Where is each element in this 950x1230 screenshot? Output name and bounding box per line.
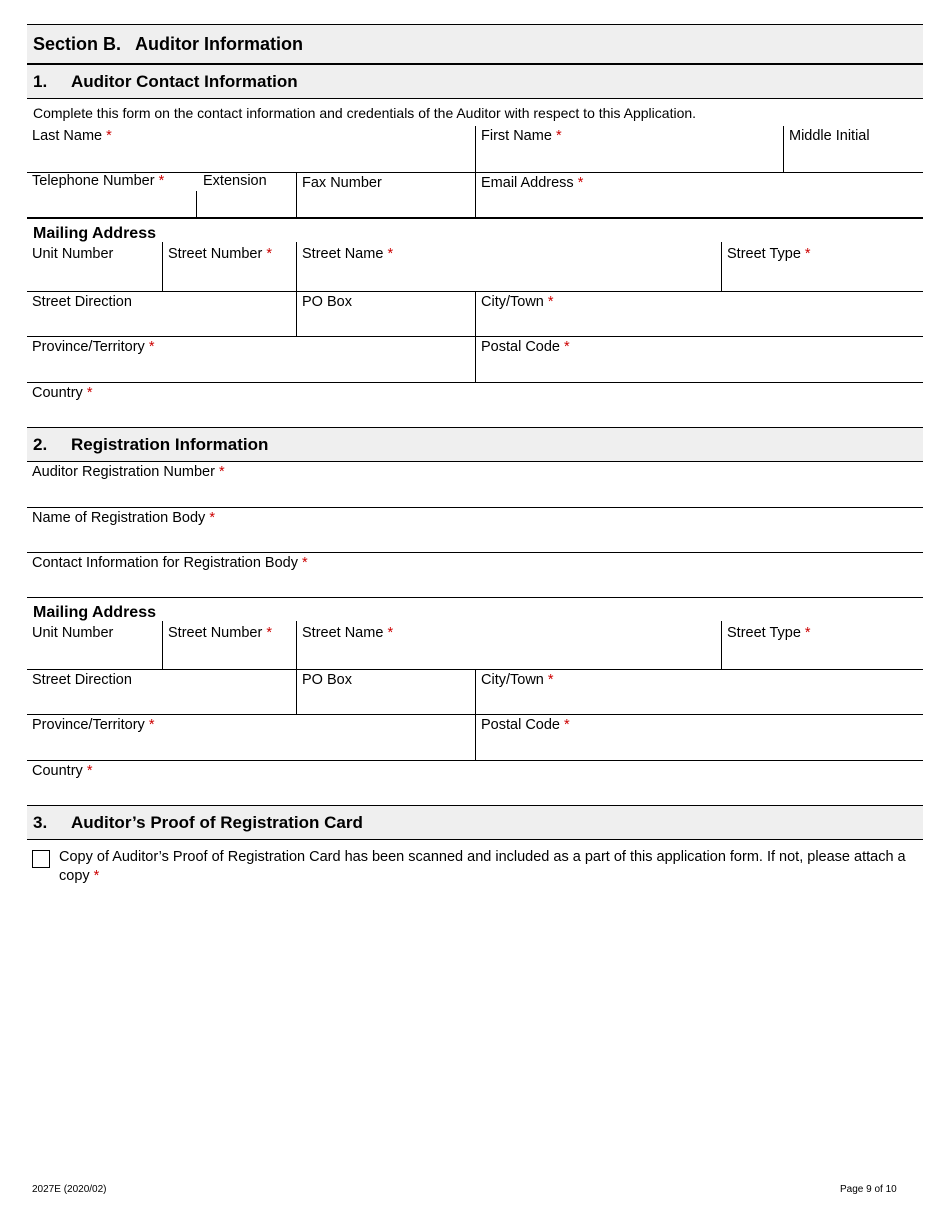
reg-street-name-field[interactable] (296, 621, 721, 669)
last-name-label: Last Name (32, 128, 103, 144)
required-marker: * (148, 717, 155, 733)
mailing-address-heading: Mailing Address (33, 225, 156, 242)
required-marker: * (555, 128, 562, 144)
fax-label: Fax Number (302, 175, 382, 191)
required-marker: * (564, 717, 570, 733)
section-label: Section B. (33, 33, 122, 54)
reg-province-field[interactable] (27, 715, 475, 760)
po-box-label: PO Box (302, 294, 352, 310)
required-marker: * (86, 385, 93, 401)
province-label: Province/Territory (32, 339, 145, 355)
contact-info-number: 1. (33, 71, 48, 91)
auditor-information-form (27, 24, 923, 886)
required-marker: * (209, 510, 215, 526)
registration-card-checkbox[interactable] (32, 850, 50, 868)
middle-initial-label: Middle Initial (789, 128, 870, 144)
registration-contact-label: Contact Information for Registration Body (32, 555, 298, 571)
reg-unit-number-field[interactable] (27, 621, 162, 669)
reg-country-field[interactable] (27, 761, 923, 805)
unit-number-field[interactable] (27, 242, 162, 291)
required-marker: * (106, 128, 112, 144)
required-marker: * (804, 246, 811, 262)
street-number-label: Street Number (168, 246, 263, 262)
reg-street-type-label: Street Type (727, 625, 801, 641)
reg-country-label: Country (32, 763, 83, 779)
street-direction-field[interactable] (27, 292, 296, 336)
reg-po-box-field[interactable] (296, 670, 475, 714)
registration-mailing-address-heading: Mailing Address (33, 604, 156, 621)
country-field[interactable] (27, 383, 923, 427)
last-name-field[interactable] (27, 126, 475, 172)
registration-number-label: Auditor Registration Number (32, 464, 215, 480)
street-type-label: Street Type (727, 246, 801, 262)
reg-street-number-field[interactable] (162, 621, 296, 669)
telephone-field[interactable] (27, 173, 296, 217)
reg-postal-code-field[interactable] (475, 715, 923, 760)
city-field[interactable] (475, 292, 923, 336)
required-marker: * (148, 339, 155, 355)
reg-street-name-label: Street Name (302, 625, 384, 641)
reg-street-direction-label: Street Direction (32, 672, 132, 688)
instructions-note: Complete this form on the contact information and credentials of the Auditor with respect to this Application. (33, 105, 697, 121)
registration-body-field[interactable] (27, 508, 923, 552)
required-marker: * (93, 868, 100, 884)
required-marker: * (547, 294, 554, 310)
street-name-field[interactable] (296, 242, 721, 291)
province-field[interactable] (27, 337, 475, 382)
required-marker: * (387, 246, 394, 262)
reg-city-label: City/Town (481, 672, 544, 688)
street-name-label: Street Name (302, 246, 384, 262)
unit-number-label: Unit Number (32, 246, 114, 262)
required-marker: * (302, 555, 308, 571)
required-marker: * (218, 464, 225, 480)
required-marker: * (547, 672, 554, 688)
reg-street-type-field[interactable] (721, 621, 923, 669)
section-heading (27, 25, 923, 65)
section-title: Auditor Information (135, 33, 303, 54)
street-direction-label: Street Direction (32, 294, 132, 310)
registration-card-confirmation (27, 840, 923, 886)
required-marker: * (804, 625, 811, 641)
registration-contact-field[interactable] (27, 553, 923, 597)
first-name-label: First Name (481, 128, 552, 144)
required-marker: * (387, 625, 394, 641)
reg-postal-code-label: Postal Code (481, 717, 560, 733)
reg-street-number-label: Street Number (168, 625, 263, 641)
proof-of-registration-number: 3. (33, 812, 48, 832)
reg-unit-number-label: Unit Number (32, 625, 114, 641)
registration-card-text: Copy of Auditor’s Proof of Registration Card has been scanned and included as a part of this application form. If not, please attach a copy (59, 849, 906, 884)
page-number: Page 9 of 10 (840, 1184, 897, 1195)
reg-province-label: Province/Territory (32, 717, 145, 733)
email-label: Email Address (481, 175, 574, 191)
reg-po-box-label: PO Box (302, 672, 352, 688)
po-box-field[interactable] (296, 292, 475, 336)
street-number-field[interactable] (162, 242, 296, 291)
registration-body-label: Name of Registration Body (32, 510, 206, 526)
required-marker: * (158, 173, 165, 189)
telephone-label: Telephone Number (32, 173, 155, 189)
city-label: City/Town (481, 294, 544, 310)
registration-info-title: Registration Information (71, 434, 269, 454)
form-id: 2027E (2020/02) (32, 1184, 107, 1195)
email-field[interactable] (475, 173, 923, 217)
contact-info-title: Auditor Contact Information (71, 71, 298, 91)
proof-of-registration-title: Auditor’s Proof of Registration Card (71, 812, 363, 832)
country-label: Country (32, 385, 83, 401)
middle-initial-field[interactable] (783, 126, 923, 172)
postal-code-field[interactable] (475, 337, 923, 382)
proof-of-registration-heading (27, 805, 923, 840)
required-marker: * (266, 246, 272, 262)
registration-number-field[interactable] (27, 462, 923, 507)
required-marker: * (577, 175, 584, 191)
contact-info-heading (27, 65, 923, 99)
extension-label: Extension (203, 173, 267, 189)
street-type-field[interactable] (721, 242, 923, 291)
reg-street-direction-field[interactable] (27, 670, 296, 714)
first-name-field[interactable] (475, 126, 783, 172)
postal-code-label: Postal Code (481, 339, 560, 355)
required-marker: * (86, 763, 93, 779)
required-marker: * (266, 625, 272, 641)
required-marker: * (564, 339, 570, 355)
fax-field[interactable] (296, 173, 475, 217)
registration-info-number: 2. (33, 434, 48, 454)
registration-info-heading (27, 427, 923, 462)
reg-city-field[interactable] (475, 670, 923, 714)
